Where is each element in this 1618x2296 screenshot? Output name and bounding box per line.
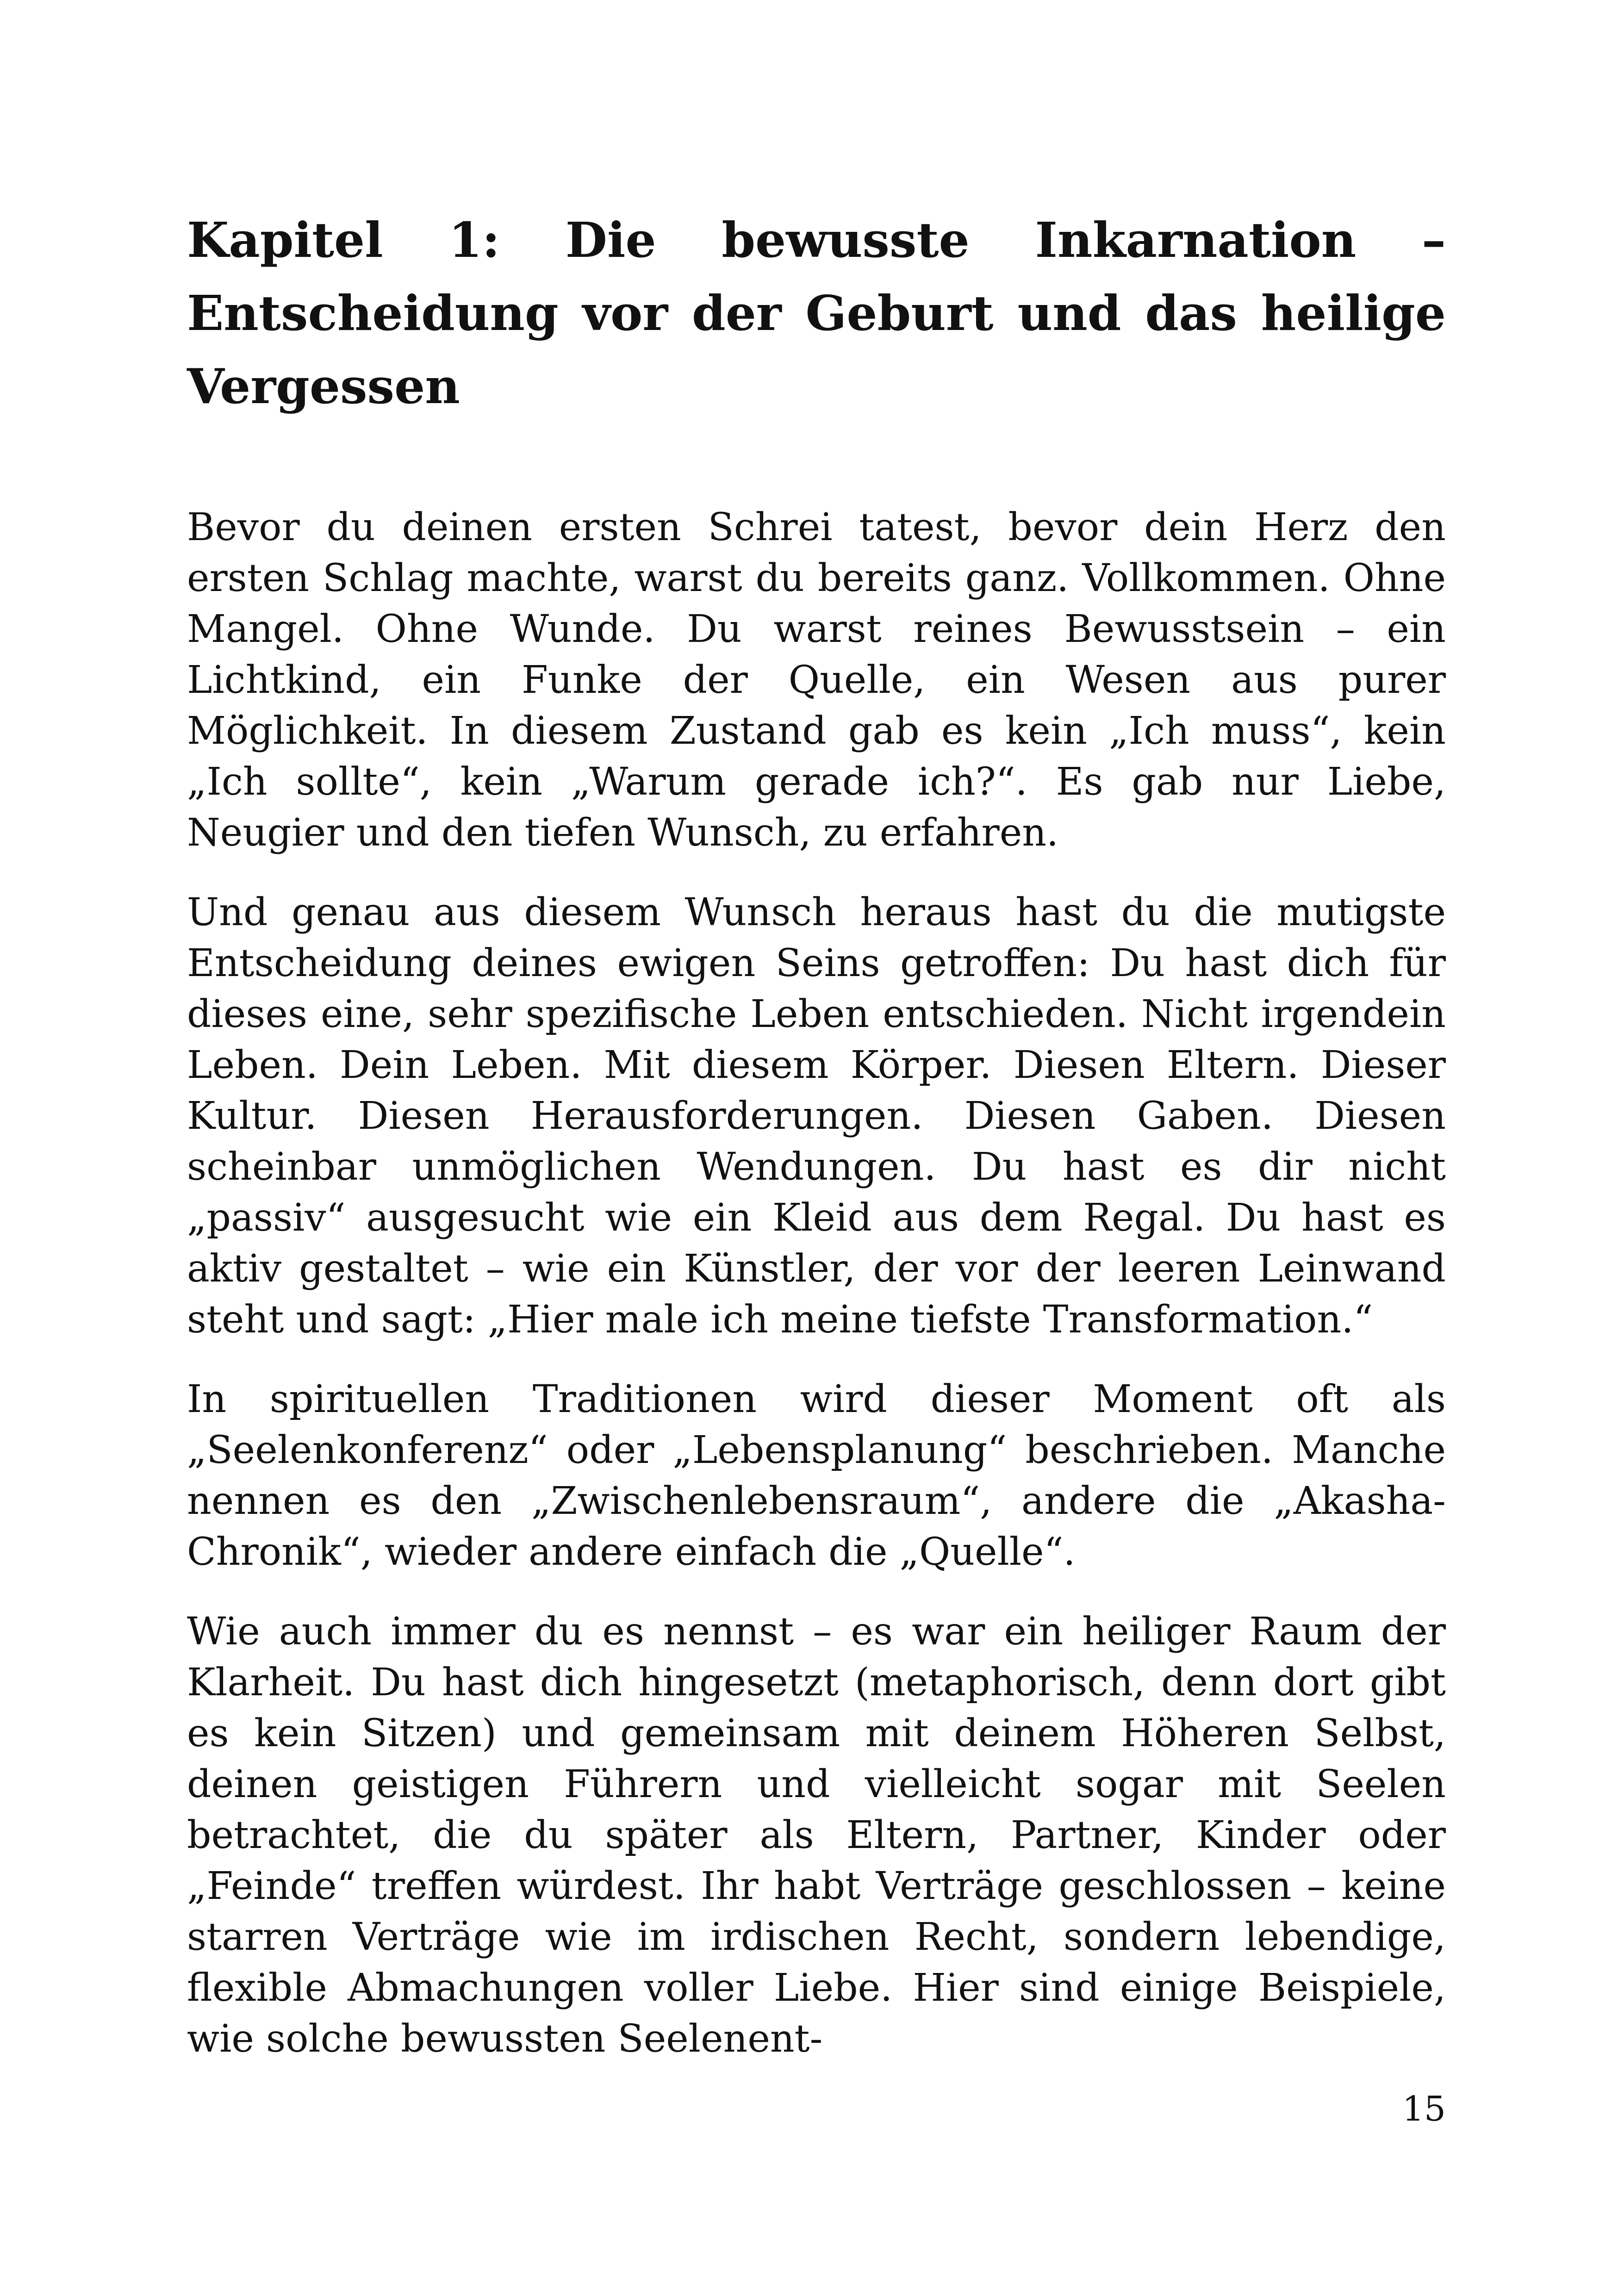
chapter-body — [187, 502, 1446, 2065]
paragraph: In spirituellen Traditionen wird dieser Moment oft als „Seelenkonferenz“ oder „Lebensplanung“ beschrieben. Manche nennen es den „Zwischenlebensraum“, andere die „Akasha-Chronik“, wieder andere einfach die „Quelle“. — [187, 1377, 1446, 1574]
chapter-title: Kapitel 1: Die bewusste Inkarnation – Entscheidung vor der Geburt und das heilige Vergessen — [187, 212, 1446, 415]
paragraph: Bevor du deinen ersten Schrei tatest, bevor dein Herz den ersten Schlag machte, warst du bereits ganz. Vollkommen. Ohne Mangel. Ohne Wunde. Du warst reines Bewusstsein – ein Lichtkind, ein Funke der Quelle, ein Wesen aus purer Möglichkeit. In diesem Zustand gab es kein „Ich muss“, kein „Ich sollte“, kein „Warum gerade ich?“. Es gab nur Liebe, Neugier und den tiefen Wunsch, zu erfahren. — [187, 505, 1446, 855]
paragraph: Und genau aus diesem Wunsch heraus hast du die mutigste Entscheidung deines ewigen Seins getroffen: Du hast dich für dieses eine, sehr spezifische Leben entschieden. Nicht irgendein Leben. Dein Leben. Mit diesem Körper. Diesen Eltern. Dieser Kultur. Diesen Herausforderungen. Diesen Gaben. Diesen scheinbar unmöglichen Wendungen. Du hast es dir nicht „passiv“ ausgesucht wie ein Kleid aus dem Regal. Du hast es aktiv gestaltet – wie ein Künstler, der vor der leeren Leinwand steht und sagt: „Hier male ich meine tiefste Transformation.“ — [187, 890, 1446, 1342]
paragraph: Wie auch immer du es nennst – es war ein heiliger Raum der Klarheit. Du hast dich hingesetzt (metaphorisch, denn dort gibt es kein Sitzen) und gemeinsam mit deinem Höheren Selbst, deinen geistigen Führern und vielleicht sogar mit Seelen betrachtet, die du später als Eltern, Partner, Kinder oder „Feinde“ treffen würdest. Ihr habt Verträge geschlossen – keine starren Verträge wie im irdischen Recht, sondern lebendige, flexible Abmachungen voller Liebe. Hier sind einige Beispiele, wie solche bewussten Seelenent- — [187, 1610, 1446, 2061]
page-number: 15 — [1402, 2089, 1446, 2129]
